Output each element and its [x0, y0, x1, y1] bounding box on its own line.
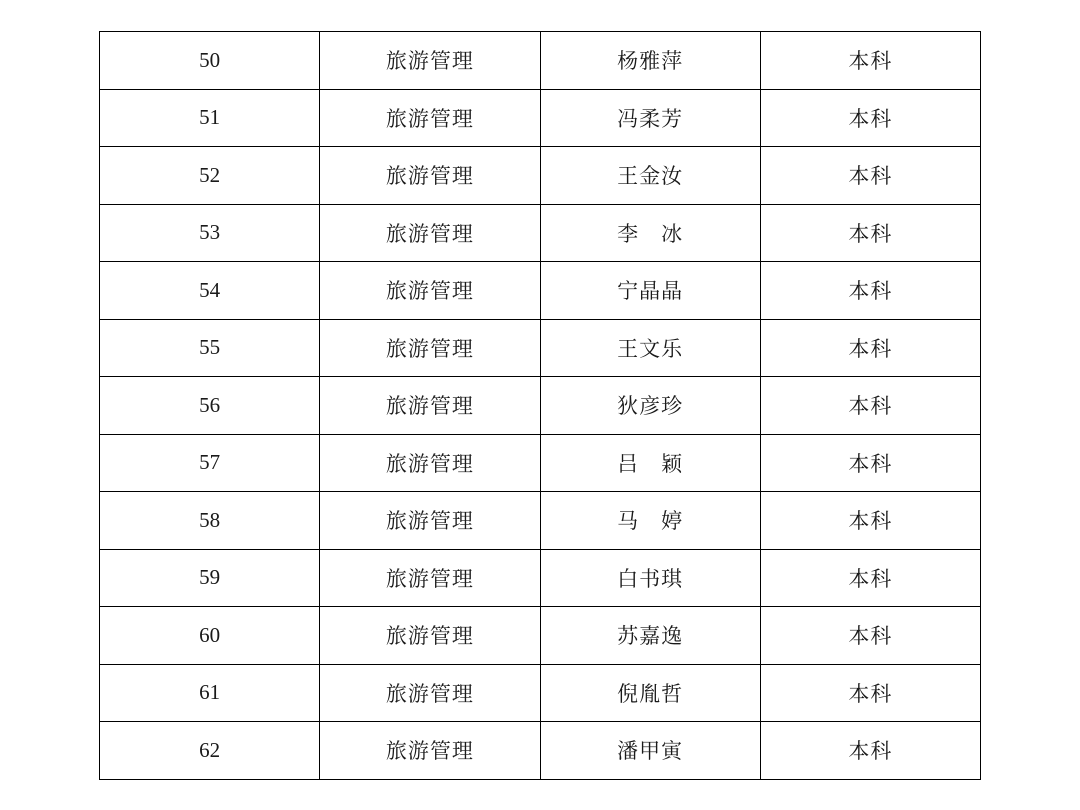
name-cell: 王金汝 — [540, 147, 760, 205]
student-table-body — [100, 32, 981, 780]
table-row — [100, 434, 981, 492]
major-cell: 旅游管理 — [320, 434, 540, 492]
major-cell: 旅游管理 — [320, 147, 540, 205]
degree-cell: 本科 — [760, 549, 980, 607]
name-cell: 吕 颖 — [540, 434, 760, 492]
degree-cell: 本科 — [760, 492, 980, 550]
row-number: 56 — [100, 377, 320, 435]
row-number: 61 — [100, 664, 320, 722]
degree-cell: 本科 — [760, 664, 980, 722]
name-cell: 潘甲寅 — [540, 722, 760, 780]
major-cell: 旅游管理 — [320, 204, 540, 262]
table-row — [100, 319, 981, 377]
name-cell: 王文乐 — [540, 319, 760, 377]
table-row — [100, 492, 981, 550]
table-row — [100, 377, 981, 435]
degree-cell: 本科 — [760, 32, 980, 90]
row-number: 62 — [100, 722, 320, 780]
degree-cell: 本科 — [760, 377, 980, 435]
major-cell: 旅游管理 — [320, 319, 540, 377]
student-table — [99, 31, 981, 780]
row-number: 52 — [100, 147, 320, 205]
row-number: 59 — [100, 549, 320, 607]
major-cell: 旅游管理 — [320, 722, 540, 780]
name-cell: 狄彦珍 — [540, 377, 760, 435]
row-number: 54 — [100, 262, 320, 320]
name-cell: 杨雅萍 — [540, 32, 760, 90]
major-cell: 旅游管理 — [320, 89, 540, 147]
name-cell: 白书琪 — [540, 549, 760, 607]
name-cell: 冯柔芳 — [540, 89, 760, 147]
row-number: 53 — [100, 204, 320, 262]
major-cell: 旅游管理 — [320, 377, 540, 435]
name-cell: 李 冰 — [540, 204, 760, 262]
table-row — [100, 262, 981, 320]
name-cell: 苏嘉逸 — [540, 607, 760, 665]
degree-cell: 本科 — [760, 262, 980, 320]
row-number: 55 — [100, 319, 320, 377]
table-row — [100, 607, 981, 665]
name-cell: 马 婷 — [540, 492, 760, 550]
degree-cell: 本科 — [760, 204, 980, 262]
degree-cell: 本科 — [760, 89, 980, 147]
major-cell: 旅游管理 — [320, 549, 540, 607]
degree-cell: 本科 — [760, 722, 980, 780]
name-cell: 宁晶晶 — [540, 262, 760, 320]
row-number: 60 — [100, 607, 320, 665]
row-number: 50 — [100, 32, 320, 90]
major-cell: 旅游管理 — [320, 32, 540, 90]
table-row — [100, 204, 981, 262]
degree-cell: 本科 — [760, 147, 980, 205]
row-number: 51 — [100, 89, 320, 147]
name-cell: 倪胤哲 — [540, 664, 760, 722]
table-row — [100, 147, 981, 205]
major-cell: 旅游管理 — [320, 262, 540, 320]
table-row — [100, 664, 981, 722]
degree-cell: 本科 — [760, 319, 980, 377]
table-row — [100, 722, 981, 780]
table-row — [100, 89, 981, 147]
major-cell: 旅游管理 — [320, 664, 540, 722]
table-row — [100, 549, 981, 607]
row-number: 57 — [100, 434, 320, 492]
major-cell: 旅游管理 — [320, 492, 540, 550]
table-row — [100, 32, 981, 90]
major-cell: 旅游管理 — [320, 607, 540, 665]
degree-cell: 本科 — [760, 607, 980, 665]
row-number: 58 — [100, 492, 320, 550]
degree-cell: 本科 — [760, 434, 980, 492]
